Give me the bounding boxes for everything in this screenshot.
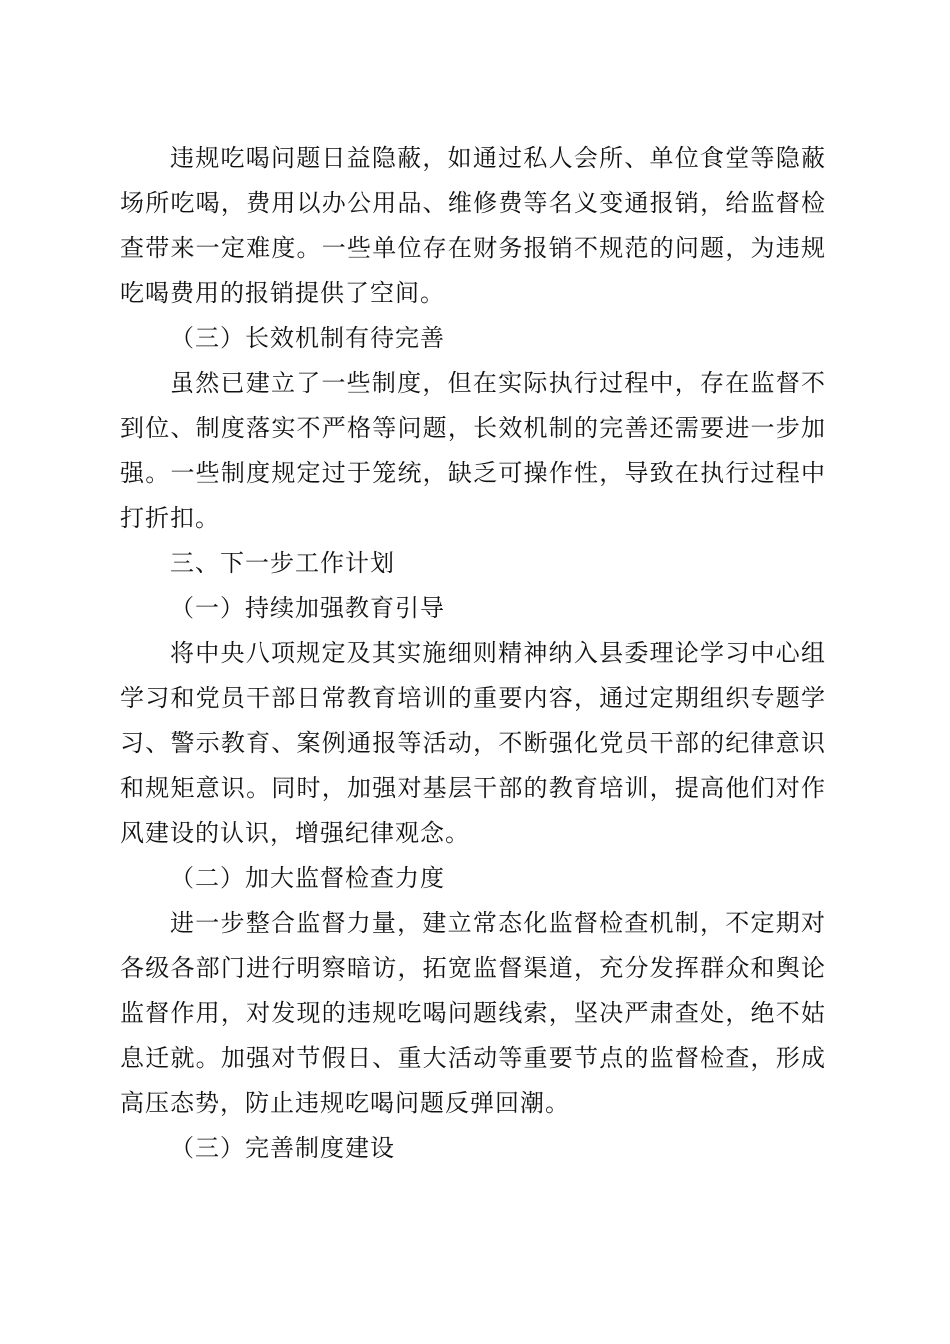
section-heading: 三、下一步工作计划 — [170, 549, 395, 577]
section-subheading: （三）长效机制有待完善 — [170, 324, 445, 352]
section-subheading: （三）完善制度建设 — [170, 1134, 395, 1162]
body-paragraph: 虽然已建立了一些制度，但在实际执行过程中，存在监督不到位、制度落实不严格等问题，长效机制的完善还需要进一步加强。一些制度规定过于笼统，缺乏可操作性，导致在执行过程中打折扣。 — [120, 369, 826, 532]
body-paragraph: 进一步整合监督力量，建立常态化监督检查机制，不定期对各级各部门进行明察暗访，拓宽监督渠道，充分发挥群众和舆论监督作用，对发现的违规吃喝问题线索，坚决严肃查处，绝不姑息迁就。加强对节假日、重大活动等重要节点的监督检查，形成高压态势，防止违规吃喝问题反弹回潮。 — [120, 909, 826, 1117]
document-body — [120, 136, 826, 1171]
body-paragraph: 将中央八项规定及其实施细则精神纳入县委理论学习中心组学习和党员干部日常教育培训的重要内容，通过定期组织专题学习、警示教育、案例通报等活动，不断强化党员干部的纪律意识和规矩意识。同时，加强对基层干部的教育培训，提高他们对作风建设的认识，增强纪律观念。 — [120, 639, 826, 847]
section-subheading: （一）持续加强教育引导 — [170, 594, 445, 622]
body-paragraph: 违规吃喝问题日益隐蔽，如通过私人会所、单位食堂等隐蔽场所吃喝，费用以办公用品、维修费等名义变通报销，给监督检查带来一定难度。一些单位存在财务报销不规范的问题，为违规吃喝费用的报销提供了空间。 — [120, 144, 826, 307]
section-subheading: （二）加大监督检查力度 — [170, 864, 445, 892]
